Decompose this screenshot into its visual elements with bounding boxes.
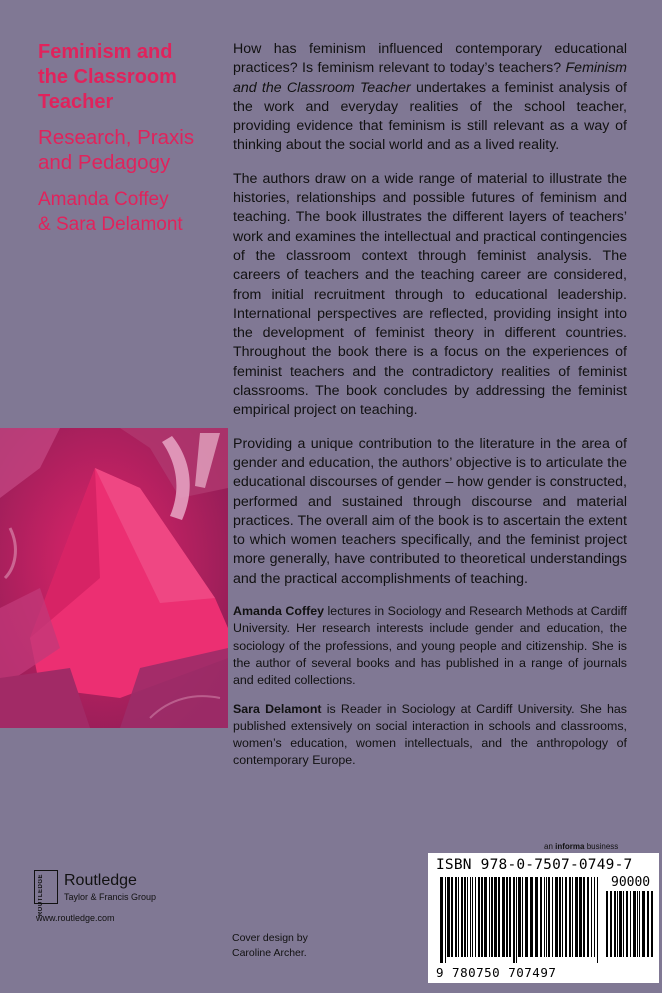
barcode-bar bbox=[597, 877, 598, 963]
barcode-bar bbox=[575, 877, 578, 957]
barcode-bar bbox=[513, 877, 515, 963]
barcode-bar bbox=[472, 877, 473, 957]
price-addon-digits: 90000 bbox=[611, 875, 651, 890]
barcode-bar bbox=[525, 877, 528, 957]
barcode-bar bbox=[506, 877, 508, 957]
barcode-bar bbox=[516, 877, 517, 963]
book-title bbox=[38, 40, 228, 115]
book-authors bbox=[38, 187, 228, 237]
barcode-bar bbox=[470, 877, 471, 957]
author-name: Sara Delamont bbox=[233, 701, 322, 716]
barcode-bar bbox=[440, 877, 443, 963]
title-line: Feminism and bbox=[38, 41, 173, 63]
informa-business-tag: an informa business bbox=[544, 842, 619, 851]
cover-photo bbox=[0, 428, 228, 728]
addon-barcode-bars bbox=[606, 891, 654, 963]
barcode-bar bbox=[626, 891, 628, 957]
cover-design-credit: Cover design by Caroline Archer. bbox=[232, 932, 308, 959]
title-line: Teacher bbox=[38, 91, 114, 113]
barcode-bar bbox=[530, 877, 533, 957]
barcode-bar bbox=[639, 891, 640, 957]
description bbox=[233, 40, 627, 781]
ean-barcode-bars bbox=[440, 877, 600, 963]
subtitle-line: and Pedagogy bbox=[38, 151, 171, 174]
barcode-bar bbox=[619, 891, 622, 957]
barcode-bar bbox=[522, 877, 523, 957]
description-paragraph-2: The authors draw on a wide range of material to illustrate the histories, relationships and possible futures of feminism and teaching. The book illustrates the different layers of teachers’ work and examines the intellectual and practical contingencies of the classroom context through feminist analysis. The careers of teachers and the teaching career are considered, from initial recruitment through to educational leadership. International perspectives are reflected, providing insight into the development of feminist theory in different countries. Throughout the book there is a focus on the experiences of feminist teachers and the contradictory realities of feminist classrooms. The book concludes by addressing the feminist empirical project on teaching. bbox=[233, 170, 627, 419]
barcode-bar bbox=[481, 877, 483, 957]
barcode-bar bbox=[451, 877, 453, 957]
barcode-bar bbox=[464, 877, 466, 957]
barcode-bar bbox=[445, 877, 446, 963]
isbn-number: ISBN 978-0-7507-0749-7 bbox=[436, 857, 633, 873]
ean-digits: 9 780750 707497 bbox=[436, 965, 557, 980]
barcode-bar bbox=[569, 877, 571, 957]
author-line: & Sara Delamont bbox=[38, 214, 183, 235]
publisher-group: Taylor & Francis Group bbox=[64, 892, 157, 902]
barcode-bar bbox=[594, 877, 595, 957]
barcode-bar bbox=[572, 877, 573, 957]
barcode-bar bbox=[651, 891, 653, 957]
barcode-bar bbox=[623, 891, 624, 957]
publisher-url: www.routledge.com bbox=[36, 913, 115, 923]
barcode-bar bbox=[489, 877, 490, 957]
barcode-bar bbox=[475, 877, 476, 957]
book-subtitle bbox=[38, 125, 228, 175]
barcode-bar bbox=[544, 877, 545, 957]
barcode-bar bbox=[491, 877, 493, 957]
barcode bbox=[428, 853, 659, 983]
barcode-bar bbox=[642, 891, 645, 957]
barcode-bar bbox=[583, 877, 585, 957]
barcode-bar bbox=[494, 877, 497, 957]
barcode-bar bbox=[562, 877, 563, 957]
author-line: Amanda Coffey bbox=[38, 189, 169, 210]
description-paragraph-1: How has feminism influenced contemporary educational practices? Is feminism relevant to today’s teachers? Feminism and the Classroom Teacher undertakes a feminist analysis of the work and everyday realities of the school teacher, providing evidence that feminism is still relevant as a way of thinking about the social world and as a lived reality. bbox=[233, 41, 627, 154]
description-paragraph-3: Providing a unique contribution to the literature in the area of gender and education, the authors’ objective is to articulate the educational discourses of gender – how gender is constructed, performed and sustained through discourse and material practices. The overall aim of the book is to ascertain the extent to which women teachers specifically, and the feminist project more generally, have contributed to theoretical understandings and the practical accomplishments of teaching. bbox=[233, 435, 627, 587]
author-name: Amanda Coffey bbox=[233, 604, 324, 619]
routledge-emblem-icon: ROUTLEDGE bbox=[34, 870, 58, 904]
barcode-bar bbox=[630, 891, 631, 957]
barcode-bar bbox=[540, 877, 542, 957]
title-block bbox=[38, 40, 228, 237]
barcode-bar bbox=[461, 877, 463, 957]
barcode-bar bbox=[447, 877, 450, 957]
barcode-bar bbox=[458, 877, 459, 957]
barcode-bar bbox=[610, 891, 612, 957]
barcode-bar bbox=[591, 877, 592, 957]
barcode-bar bbox=[559, 877, 561, 957]
barcode-bar bbox=[467, 877, 468, 957]
barcode-bar bbox=[637, 891, 638, 957]
book-title-italic: Feminism and the Classroom Teacher bbox=[233, 60, 627, 96]
publisher-name: Routledge bbox=[64, 872, 137, 889]
barcode-bar bbox=[565, 877, 567, 957]
barcode-bar bbox=[614, 891, 616, 957]
barcode-bar bbox=[552, 877, 553, 957]
author-bio-coffey: Amanda Coffey lectures in Sociology and Research Methods at Cardiff University. Her research interests include gender and education, the sociology of the professions, and young people and citizenship. She is the author of several books and has published in a range of journals and edited collections. bbox=[233, 604, 627, 688]
barcode-bar bbox=[484, 877, 487, 957]
barcode-bar bbox=[498, 877, 500, 957]
barcode-bar bbox=[555, 877, 558, 957]
barcode-bar bbox=[546, 877, 547, 957]
barcode-bar bbox=[509, 877, 511, 957]
barcode-bar bbox=[548, 877, 550, 957]
cover-photo-illustration bbox=[0, 428, 228, 728]
title-line: the Classroom bbox=[38, 66, 177, 88]
barcode-bar bbox=[606, 891, 608, 957]
barcode-bar bbox=[633, 891, 636, 957]
barcode-bar bbox=[455, 877, 457, 957]
barcode-bar bbox=[478, 877, 480, 957]
barcode-bar bbox=[587, 877, 589, 957]
author-bio-delamont: Sara Delamont is Reader in Sociology at Cardiff University. She has published extensively on social interaction in schools and classrooms, women’s education, women intellectuals, and the anthropology of contemporary Europe. bbox=[233, 701, 628, 768]
subtitle-line: Research, Praxis bbox=[38, 126, 195, 149]
barcode-bar bbox=[502, 877, 505, 957]
barcode-bar bbox=[579, 877, 582, 957]
barcode-bar bbox=[617, 891, 618, 957]
barcode-bar bbox=[535, 877, 538, 957]
barcode-bar bbox=[518, 877, 521, 957]
publisher-logo bbox=[34, 870, 214, 917]
barcode-bar bbox=[647, 891, 649, 957]
